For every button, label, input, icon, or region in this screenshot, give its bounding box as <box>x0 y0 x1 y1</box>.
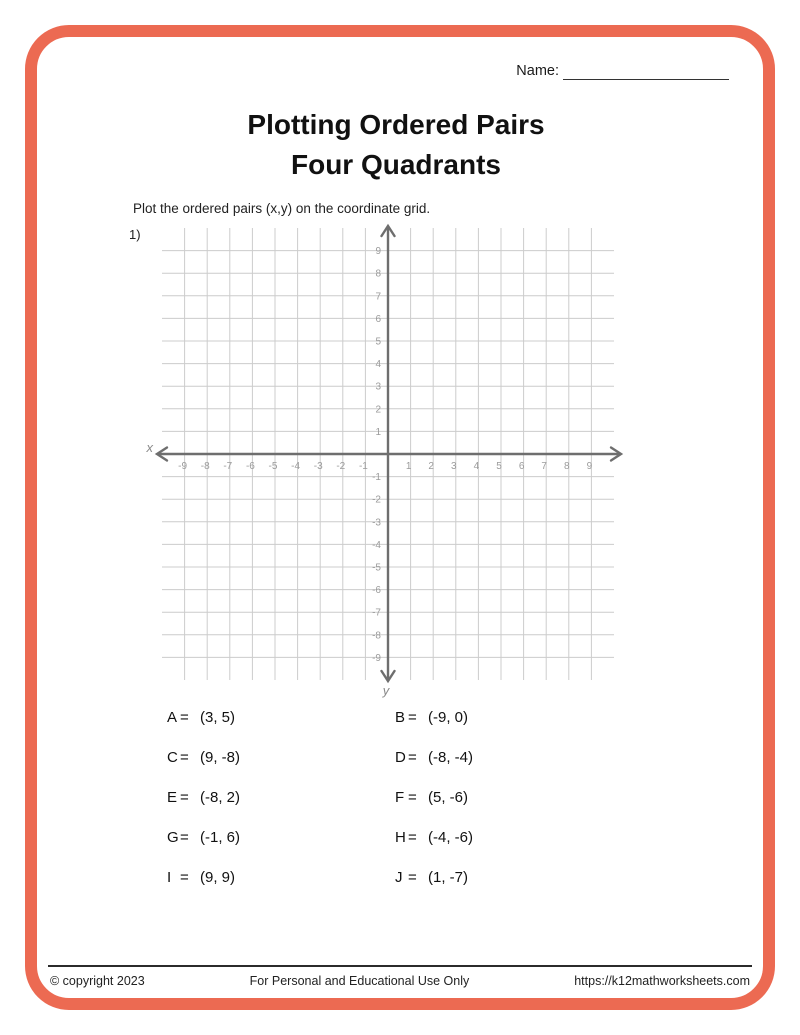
svg-text:9: 9 <box>375 246 381 258</box>
svg-text:4: 4 <box>375 359 381 371</box>
title-line-1: Plotting Ordered Pairs <box>247 109 545 140</box>
pair-row <box>395 749 473 765</box>
pair-label: H <box>395 829 406 846</box>
svg-text:8: 8 <box>564 461 570 472</box>
svg-text:-8: -8 <box>200 461 210 472</box>
pair-value: (-8, 2) <box>200 789 241 806</box>
pair-row <box>167 829 240 845</box>
svg-text:-5: -5 <box>372 562 381 574</box>
svg-text:7: 7 <box>375 291 381 303</box>
svg-text:-2: -2 <box>372 494 381 506</box>
pair-row <box>395 869 473 885</box>
pair-label: C <box>167 749 178 766</box>
pair-equals: = <box>408 709 417 726</box>
footer-copyright: © copyright 2023 <box>50 974 145 988</box>
footer-usage-text: For Personal and Educational Use Only <box>249 974 470 988</box>
instruction-text: Plot the ordered pairs (x,y) on the coordinate grid. <box>133 201 431 216</box>
pair-equals: = <box>180 709 189 726</box>
name-input-line[interactable] <box>563 62 729 80</box>
pair-value: (9, -8) <box>200 749 241 766</box>
pair-row <box>167 709 240 725</box>
pair-value: (-1, 6) <box>200 829 241 846</box>
pair-label: J <box>395 869 403 886</box>
pair-equals: = <box>408 749 417 766</box>
svg-text:2: 2 <box>375 404 381 416</box>
pair-value: (9, 9) <box>200 869 236 886</box>
svg-text:-1: -1 <box>358 461 368 472</box>
pair-label: E <box>167 789 178 806</box>
pair-value: (1, -7) <box>428 869 469 886</box>
pair-label: A <box>167 709 178 726</box>
svg-text:2: 2 <box>428 461 434 472</box>
pair-label: F <box>395 789 405 806</box>
svg-text:7: 7 <box>541 461 547 472</box>
svg-text:-9: -9 <box>372 652 381 664</box>
ordered-pairs-left-column <box>167 709 240 909</box>
name-row <box>516 62 729 80</box>
pair-equals: = <box>408 829 417 846</box>
pair-row <box>167 749 240 765</box>
pair-equals: = <box>180 749 189 766</box>
svg-text:5: 5 <box>375 336 381 348</box>
svg-text:9: 9 <box>586 461 593 472</box>
pair-label: D <box>395 749 406 766</box>
svg-text:3: 3 <box>451 461 457 472</box>
ordered-pairs-right-column <box>395 709 473 909</box>
worksheet-title <box>0 105 792 185</box>
pair-equals: = <box>408 869 417 886</box>
svg-text:-4: -4 <box>291 461 301 472</box>
problem-number: 1) <box>129 227 141 242</box>
svg-text:6: 6 <box>375 313 381 325</box>
svg-text:6: 6 <box>518 461 525 472</box>
pair-equals: = <box>180 869 189 886</box>
pair-value: (3, 5) <box>200 709 236 726</box>
svg-text:1: 1 <box>375 426 381 438</box>
svg-text:1: 1 <box>405 461 412 472</box>
pair-row <box>395 709 473 725</box>
svg-text:-4: -4 <box>372 539 381 551</box>
footer-divider <box>48 965 752 967</box>
svg-text:-8: -8 <box>372 630 381 642</box>
svg-text:-9: -9 <box>178 461 188 472</box>
svg-text:x: x <box>146 440 153 455</box>
pair-value: (5, -6) <box>428 789 469 806</box>
pair-equals: = <box>180 829 189 846</box>
pair-label: B <box>395 709 406 726</box>
pair-value: (-4, -6) <box>428 829 473 846</box>
name-label: Name: <box>516 63 559 79</box>
footer <box>50 974 750 988</box>
svg-text:3: 3 <box>375 381 381 393</box>
svg-text:4: 4 <box>473 461 480 472</box>
svg-text:-2: -2 <box>336 461 346 472</box>
svg-text:-3: -3 <box>313 461 323 472</box>
svg-text:-3: -3 <box>372 517 381 529</box>
pair-row <box>395 789 473 805</box>
pair-row <box>167 789 240 805</box>
pair-equals: = <box>408 789 417 806</box>
pair-equals: = <box>180 789 189 806</box>
svg-text:-7: -7 <box>223 461 233 472</box>
svg-text:-6: -6 <box>372 585 381 597</box>
pair-label: I <box>167 869 172 886</box>
svg-text:8: 8 <box>375 268 381 280</box>
pair-label: G <box>167 829 179 846</box>
pair-row <box>167 869 240 885</box>
svg-text:5: 5 <box>496 461 502 472</box>
svg-text:-6: -6 <box>245 461 255 472</box>
pair-value: (-9, 0) <box>428 709 469 726</box>
footer-url[interactable]: https://k12mathworksheets.com <box>574 974 750 988</box>
title-line-2: Four Quadrants <box>290 149 501 180</box>
svg-text:-1: -1 <box>372 472 381 484</box>
svg-text:y: y <box>382 683 390 698</box>
pair-value: (-8, -4) <box>428 749 473 766</box>
pair-row <box>395 829 473 845</box>
svg-text:-7: -7 <box>372 607 381 619</box>
svg-text:-5: -5 <box>268 461 278 472</box>
